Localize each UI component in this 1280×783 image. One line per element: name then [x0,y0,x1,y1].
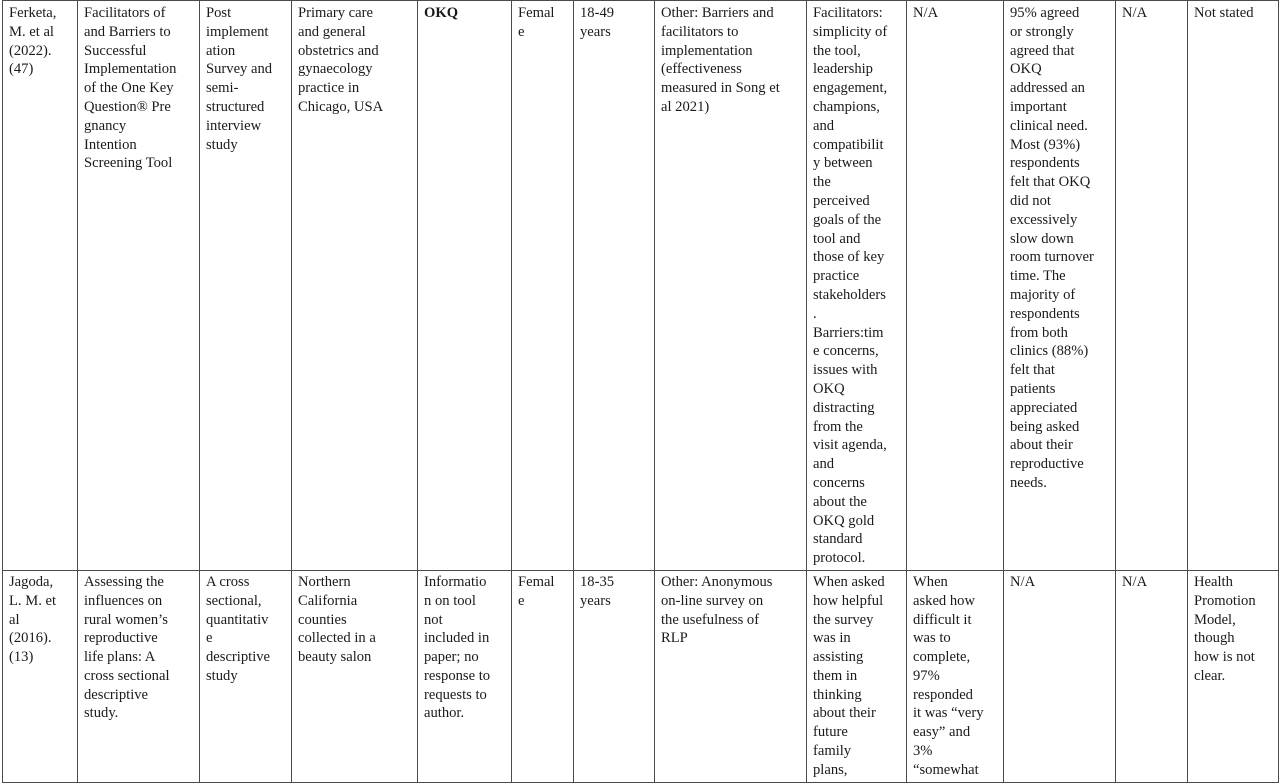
study-cell: Ferketa, M. et al (2022). (47) [3,1,78,571]
sex-cell: Femal e [512,570,574,782]
outcome-cell: Other: Barriers and facilitators to implementation (effectiveness measured in Song et al 2021) [655,1,807,571]
setting-cell: Primary care and general obstetrics and gynaecology practice in Chicago, USA [292,1,418,571]
findings-cell: When asked how helpful the survey was in assisting them in thinking about their future family plans, [807,570,907,782]
theory-cell: Not stated [1188,1,1279,571]
table-row [3,1,1279,571]
table-row [3,570,1279,782]
outcome-cell: Other: Anonymous on-line survey on the usefulness of RLP [655,570,807,782]
title-cell: Assessing the influences on rural women’s reproductive life plans: A cross sectional descriptive study. [78,570,200,782]
tool-cell: Informatio n on tool not included in paper; no response to requests to author. [418,570,512,782]
age-cell: 18-35 years [574,570,655,782]
sex-cell: Femal e [512,1,574,571]
findings-cell-4: N/A [1116,570,1188,782]
studies-table [2,0,1279,783]
findings-cell-2: N/A [907,1,1004,571]
theory-cell: Health Promotion Model, though how is not clear. [1188,570,1279,782]
findings-cell-4: N/A [1116,1,1188,571]
design-cell: Post implement ation Survey and semi- structured interview study [200,1,292,571]
findings-cell-3: N/A [1004,570,1116,782]
age-cell: 18-49 years [574,1,655,571]
findings-cell: Facilitators: simplicity of the tool, leadership engagement, champions, and compatibilit y between the perceived goals of the tool and those of key practice stakeholders . Barriers:tim e concerns, issues with OKQ distracting from the visit agenda, and concerns about the OKQ gold standard protocol. [807,1,907,571]
findings-cell-3: 95% agreed or strongly agreed that OKQ addressed an important clinical need. Most (93%) respondents felt that OKQ did not excessively slow down room turnover time. The majority of respondents from both clinics (88%) felt that patients appreciated being asked about their reproductive needs. [1004,1,1116,571]
title-cell: Facilitators of and Barriers to Successful Implementation of the One Key Question® Pre gnancy Intention Screening Tool [78,1,200,571]
study-cell: Jagoda, L. M. et al (2016). (13) [3,570,78,782]
design-cell: A cross sectional, quantitativ e descriptive study [200,570,292,782]
tool-cell: OKQ [418,1,512,571]
setting-cell: Northern California counties collected in a beauty salon [292,570,418,782]
findings-cell-2: When asked how difficult it was to complete, 97% responded it was “very easy” and 3% “somewhat [907,570,1004,782]
